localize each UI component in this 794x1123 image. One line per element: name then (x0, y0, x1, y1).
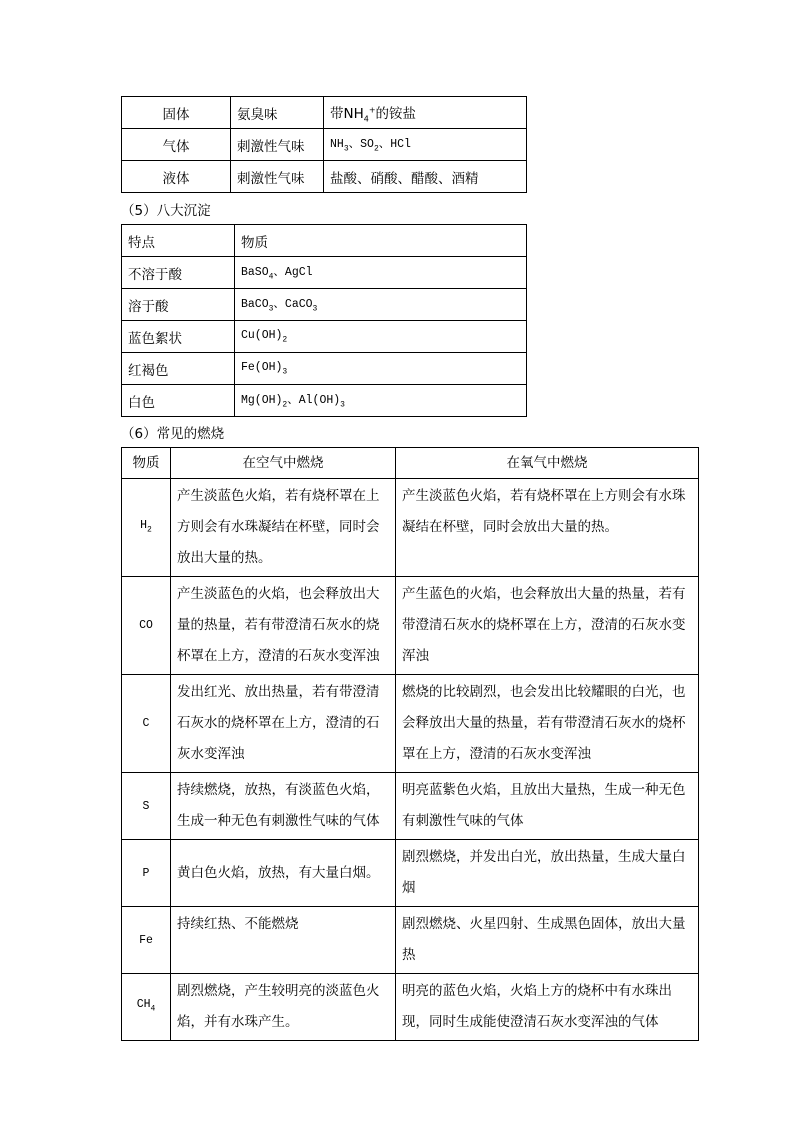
in-air-cell: 产生淡蓝色火焰，若有烧杯罩在上方则会有水珠凝结在杯壁，同时会放出大量的热。 (171, 479, 396, 577)
section-title-combustion: （6）常见的燃烧 (121, 426, 225, 442)
table-row (122, 773, 699, 840)
feature-cell: 溶于酸 (122, 289, 235, 321)
table-row (122, 385, 527, 417)
in-oxygen-cell: 产生淡蓝色火焰，若有烧杯罩在上方则会有水珠凝结在杯壁，同时会放出大量的热。 (396, 479, 699, 577)
table-row (122, 974, 699, 1041)
table-row (122, 129, 527, 161)
table-row (122, 289, 527, 321)
in-air-cell: 产生淡蓝色的火焰，也会释放出大量的热量，若有带澄清石灰水的烧杯罩在上方，澄清的石灰水变浑浊 (171, 577, 396, 675)
combustion-table (121, 447, 699, 1041)
in-air-cell: 持续燃烧，放热，有淡蓝色火焰，生成一种无色有刺激性气味的气体 (171, 773, 396, 840)
odor-state-cell: 固体 (122, 97, 231, 129)
odor-type-cell: 刺激性气味 (231, 129, 324, 161)
substance-cell: $Fe(OH)_3$ (235, 353, 527, 385)
feature-cell: 红褐色 (122, 353, 235, 385)
in-oxygen-cell: 剧烈燃烧、火星四射、生成黑色固体，放出大量热 (396, 907, 699, 974)
in-air-cell: 剧烈燃烧，产生较明亮的淡蓝色火焰，并有水珠产生。 (171, 974, 396, 1041)
odor-state-cell: 气体 (122, 129, 231, 161)
in-oxygen-cell: 剧烈燃烧，并发出白光，放出热量，生成大量白烟 (396, 840, 699, 907)
substance-cell: Fe (122, 907, 171, 974)
table-row (122, 257, 527, 289)
header-feature: 特点 (122, 225, 235, 257)
substance-cell: C (122, 675, 171, 773)
table-row (122, 840, 699, 907)
table-row (122, 577, 699, 675)
table-row (122, 907, 699, 974)
feature-cell: 蓝色絮状 (122, 321, 235, 353)
table-row (122, 675, 699, 773)
substance-cell: P (122, 840, 171, 907)
header-in-oxygen: 在氧气中燃烧 (396, 448, 699, 479)
feature-cell: 不溶于酸 (122, 257, 235, 289)
in-air-cell: 黄白色火焰，放热，有大量白烟。 (171, 840, 396, 907)
feature-cell: 白色 (122, 385, 235, 417)
odor-type-cell: 氨臭味 (231, 97, 324, 129)
header-substance: 物质 (235, 225, 527, 257)
substance-cell: $H_2$ (122, 479, 171, 577)
section-title-precipitates: （5）八大沉淀 (121, 203, 211, 219)
substance-cell: $Mg(OH)_2$、$Al(OH)_3$ (235, 385, 527, 417)
substance-cell: CO (122, 577, 171, 675)
in-air-cell: 发出红光、放出热量，若有带澄清石灰水的烧杯罩在上方，澄清的石灰水变浑浊 (171, 675, 396, 773)
substance-cell: BaSO$_4$、AgCl (235, 257, 527, 289)
odor-substance-cell: 盐酸、硝酸、醋酸、酒精 (324, 161, 527, 193)
substance-cell: $CH_4$ (122, 974, 171, 1041)
in-oxygen-cell: 燃烧的比较剧烈，也会发出比较耀眼的白光，也会释放出大量的热量，若有带澄清石灰水的烧杯罩在上方，澄清的石灰水变浑浊 (396, 675, 699, 773)
table-row (122, 97, 527, 129)
odor-type-cell: 刺激性气味 (231, 161, 324, 193)
odor-state-cell: 液体 (122, 161, 231, 193)
in-oxygen-cell: 明亮蓝紫色火焰，且放出大量热，生成一种无色有刺激性气味的气体 (396, 773, 699, 840)
in-oxygen-cell: 产生蓝色的火焰，也会释放出大量的热量，若有带澄清石灰水的烧杯罩在上方，澄清的石灰水变浑浊 (396, 577, 699, 675)
odor-table (121, 96, 527, 193)
precipitate-table (121, 224, 527, 417)
table-header-row (122, 448, 699, 479)
in-oxygen-cell: 明亮的蓝色火焰，火焰上方的烧杯中有水珠出现，同时生成能使澄清石灰水变浑浊的气体 (396, 974, 699, 1041)
table-row (122, 353, 527, 385)
substance-cell: S (122, 773, 171, 840)
table-header-row (122, 225, 527, 257)
in-air-cell: 持续红热、不能燃烧 (171, 907, 396, 974)
substance-cell: BaCO$_3$、CaCO$_3$ (235, 289, 527, 321)
odor-substance-cell: 带$NH_4^+$的铵盐 (324, 97, 527, 129)
header-substance: 物质 (122, 448, 171, 479)
table-row (122, 321, 527, 353)
table-row (122, 161, 527, 193)
table-row (122, 479, 699, 577)
header-in-air: 在空气中燃烧 (171, 448, 396, 479)
substance-cell: $Cu(OH)_2$ (235, 321, 527, 353)
odor-substance-cell: $NH_3$、$SO_2$、HCl (324, 129, 527, 161)
